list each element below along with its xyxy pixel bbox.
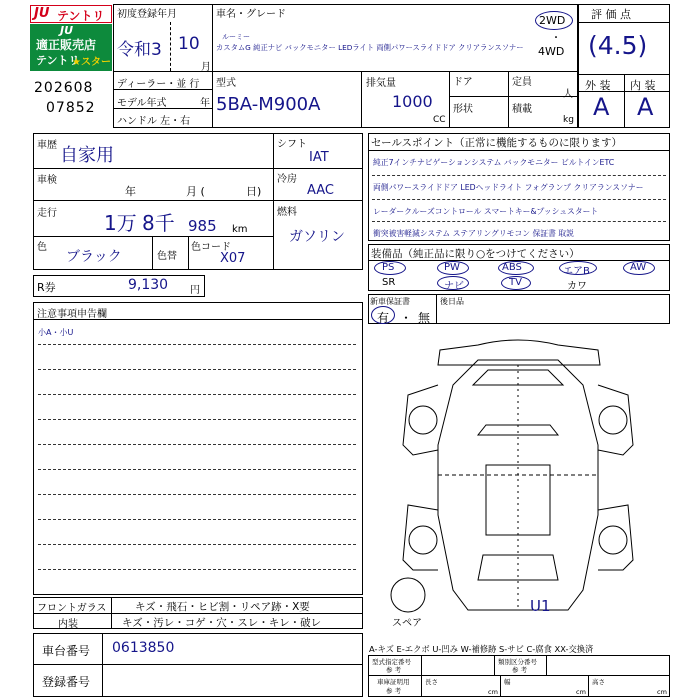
shaken-day: 日) — [246, 185, 262, 198]
notes-title: 注意事項申告欄 — [37, 309, 107, 320]
chassis-value: 0613850 — [112, 640, 175, 656]
equip-tv: TV — [509, 277, 522, 288]
equip-pw-circle — [437, 261, 469, 275]
equip-pw: PW — [444, 262, 460, 273]
equip-airbag: エアB — [563, 266, 590, 277]
color-change-label: 色替 — [157, 251, 177, 262]
wheel-rear-left — [409, 526, 437, 554]
warranty-yes-circle — [371, 306, 395, 324]
exterior-label: 外 装 — [585, 79, 611, 92]
sales-line-1: 純正7インチナビゲーションシステム バックモニター ビルトインETC — [373, 158, 615, 167]
logo-dealer: 適正販売店 — [36, 38, 97, 52]
equip-sr: SR — [382, 277, 396, 288]
handle-label: ハンドル 左・右 — [117, 116, 191, 127]
cc-unit: CC — [433, 115, 446, 125]
recycle-value: 9,130 — [128, 277, 169, 293]
type-cert-ref: 参 考 — [386, 666, 402, 674]
exterior-grade: A — [593, 93, 610, 121]
chassis-label: 車台番号 — [42, 644, 91, 658]
model-year-label: モデル年式 — [117, 98, 167, 109]
notes-line-1: 小A・小U — [38, 328, 74, 337]
spare-tire — [391, 578, 425, 612]
logo-ju-small: JU — [60, 24, 74, 37]
equip-navi-circle — [437, 276, 469, 290]
height-cm: cm — [657, 688, 667, 696]
logo-brand-bar — [30, 5, 112, 23]
recycle-box — [33, 275, 205, 297]
sales-line-3: レーダークルーズコントロール スマートキー&プッシュスタート — [373, 207, 599, 216]
reg-cert-ref: 参 考 — [386, 687, 402, 695]
length-label: 長さ — [425, 678, 438, 686]
width-label: 幅 — [504, 678, 511, 686]
class-label: 類別区分番号 — [498, 658, 537, 666]
drive-2wd: 2WD — [539, 14, 566, 27]
car-damage-diagram — [368, 325, 670, 627]
mileage-man: 1万 — [104, 211, 137, 235]
warranty-no: 無 — [418, 311, 431, 325]
equipment-title: 装備品（純正品に限り○をつけてください） — [371, 248, 580, 260]
color-code-label: 色コード — [191, 242, 231, 253]
class-ref: 参 考 — [512, 666, 528, 674]
equip-abs: ABS — [502, 262, 522, 273]
first-reg-label: 初度登録年月 — [117, 9, 177, 20]
displacement-label: 排気量 — [366, 78, 396, 89]
damage-legend: A-キズ E-エクボ U-凹み W-補修跡 S-サビ C-腐食 XX-交換済 — [369, 644, 594, 654]
equip-leather: カワ — [567, 281, 587, 292]
equip-abs-circle — [498, 261, 534, 275]
sales-title: セールスポイント（正常に機能するものに限ります） — [371, 137, 623, 149]
mileage-rest: 985 — [188, 217, 217, 235]
logo-tentori: テントリ — [57, 9, 105, 23]
wheel-front-left — [409, 406, 437, 434]
dealer-label: ディーラー・並 行 — [117, 79, 200, 90]
fuel-label: 燃料 — [277, 207, 297, 218]
mileage-sen: 8千 — [142, 211, 175, 235]
delivery-label: 後日品 — [440, 297, 464, 306]
rating-value: (4.5) — [588, 31, 648, 60]
month-unit: 月 — [201, 62, 211, 73]
drive-dot: ・ — [551, 33, 561, 44]
logo-star: ★スター — [72, 57, 111, 68]
drive-2wd-circle — [535, 11, 573, 30]
fuel-value: ガソリン — [289, 229, 345, 245]
height-label: 高さ — [592, 678, 605, 686]
door-label: ドア — [453, 77, 473, 88]
type-label: 型式 — [216, 78, 236, 89]
warranty-dot: ・ — [400, 311, 413, 325]
equip-airbag-circle — [559, 261, 597, 275]
sales-line-2: 両側パワースライドドア LEDヘッドライト フォグランプ クリアランスソナー — [373, 183, 644, 192]
glass-label: フロントガラス — [37, 603, 107, 614]
shape-label: 形状 — [453, 104, 473, 115]
sales-line-4: 衝突被害軽減システム ステアリングリモコン 保証書 取説 — [373, 229, 574, 238]
interior-grade: A — [637, 93, 654, 121]
wheel-front-right — [599, 406, 627, 434]
equip-navi: ナビ — [444, 281, 464, 292]
model-code: 5BA-M900A — [216, 94, 321, 115]
color-value: ブラック — [66, 249, 122, 265]
recycle-label: R券 — [37, 281, 56, 294]
registration-label: 登録番号 — [42, 675, 91, 689]
lot-number-2: 07852 — [46, 100, 96, 116]
shaken-month: 月 ( — [186, 185, 205, 198]
recycle-yen: 円 — [190, 285, 200, 296]
lot-number-1: 202608 — [34, 80, 94, 96]
year-unit: 年 — [200, 98, 210, 109]
shaken-label: 車検 — [37, 175, 57, 186]
reg-cert-label: 車庫証明用 — [377, 678, 410, 686]
equip-aw-circle — [623, 261, 655, 275]
ac-value: AAC — [307, 183, 334, 198]
damage-mark-u1: U1 — [530, 597, 551, 615]
shaken-year: 年 — [125, 185, 136, 198]
name-grade-label: 車名・グレード — [216, 9, 286, 20]
type-cert-label: 型式指定番号 — [372, 658, 411, 666]
ac-label: 冷房 — [277, 174, 297, 185]
displacement: 1000 — [392, 92, 433, 111]
logo-brand: JU — [34, 6, 50, 21]
shift-label: シフト — [277, 139, 307, 150]
equip-ps-circle — [374, 261, 406, 275]
interior-row-label: 内装 — [58, 619, 78, 630]
logo-tentori2: テントリ — [36, 54, 80, 67]
logo — [30, 5, 112, 71]
capacity-label: 定員 — [512, 77, 532, 88]
car-name: ルーミー — [222, 33, 250, 41]
mileage-label: 走行 — [37, 208, 57, 219]
drive-4wd: 4WD — [538, 45, 565, 58]
equip-aw: AW — [630, 262, 647, 273]
interior-row-options: キズ・汚レ・コゲ・穴・スレ・キレ・破レ — [122, 617, 322, 629]
reg-era: 令和3 — [117, 40, 162, 60]
warranty-yes: 有 — [377, 311, 390, 325]
spare-label: スペア — [392, 618, 422, 629]
equip-ps: PS — [382, 262, 395, 273]
mileage-km: km — [232, 224, 248, 235]
width-cm: cm — [576, 688, 586, 696]
warranty-box — [368, 294, 670, 324]
shift-value: IAT — [309, 150, 329, 165]
load-label: 積載 — [512, 104, 532, 115]
color-code: X07 — [220, 251, 246, 266]
length-cm: cm — [488, 688, 498, 696]
color-label: 色 — [37, 242, 47, 253]
rating-label: 評 価 点 — [591, 8, 631, 21]
kg-unit: kg — [563, 115, 574, 125]
warranty-label: 新車保証書 — [370, 297, 410, 306]
wheel-rear-right — [599, 526, 627, 554]
car-grade: カスタムG 純正ナビ バックモニター LEDライト 両側パワースライドドア クリアランスソナー — [216, 43, 524, 52]
history-value: 自家用 — [60, 145, 114, 166]
logo-green-panel — [30, 24, 112, 71]
notes-box — [33, 302, 363, 595]
glass-options: キズ・飛石・ヒビ割・リペア跡・X要 — [135, 601, 310, 613]
history-label: 車歴 — [37, 140, 57, 151]
interior-label: 内 装 — [630, 79, 656, 92]
person-unit: 人 — [563, 89, 573, 100]
reg-month: 10 — [178, 34, 200, 54]
equip-tv-circle — [501, 276, 531, 290]
